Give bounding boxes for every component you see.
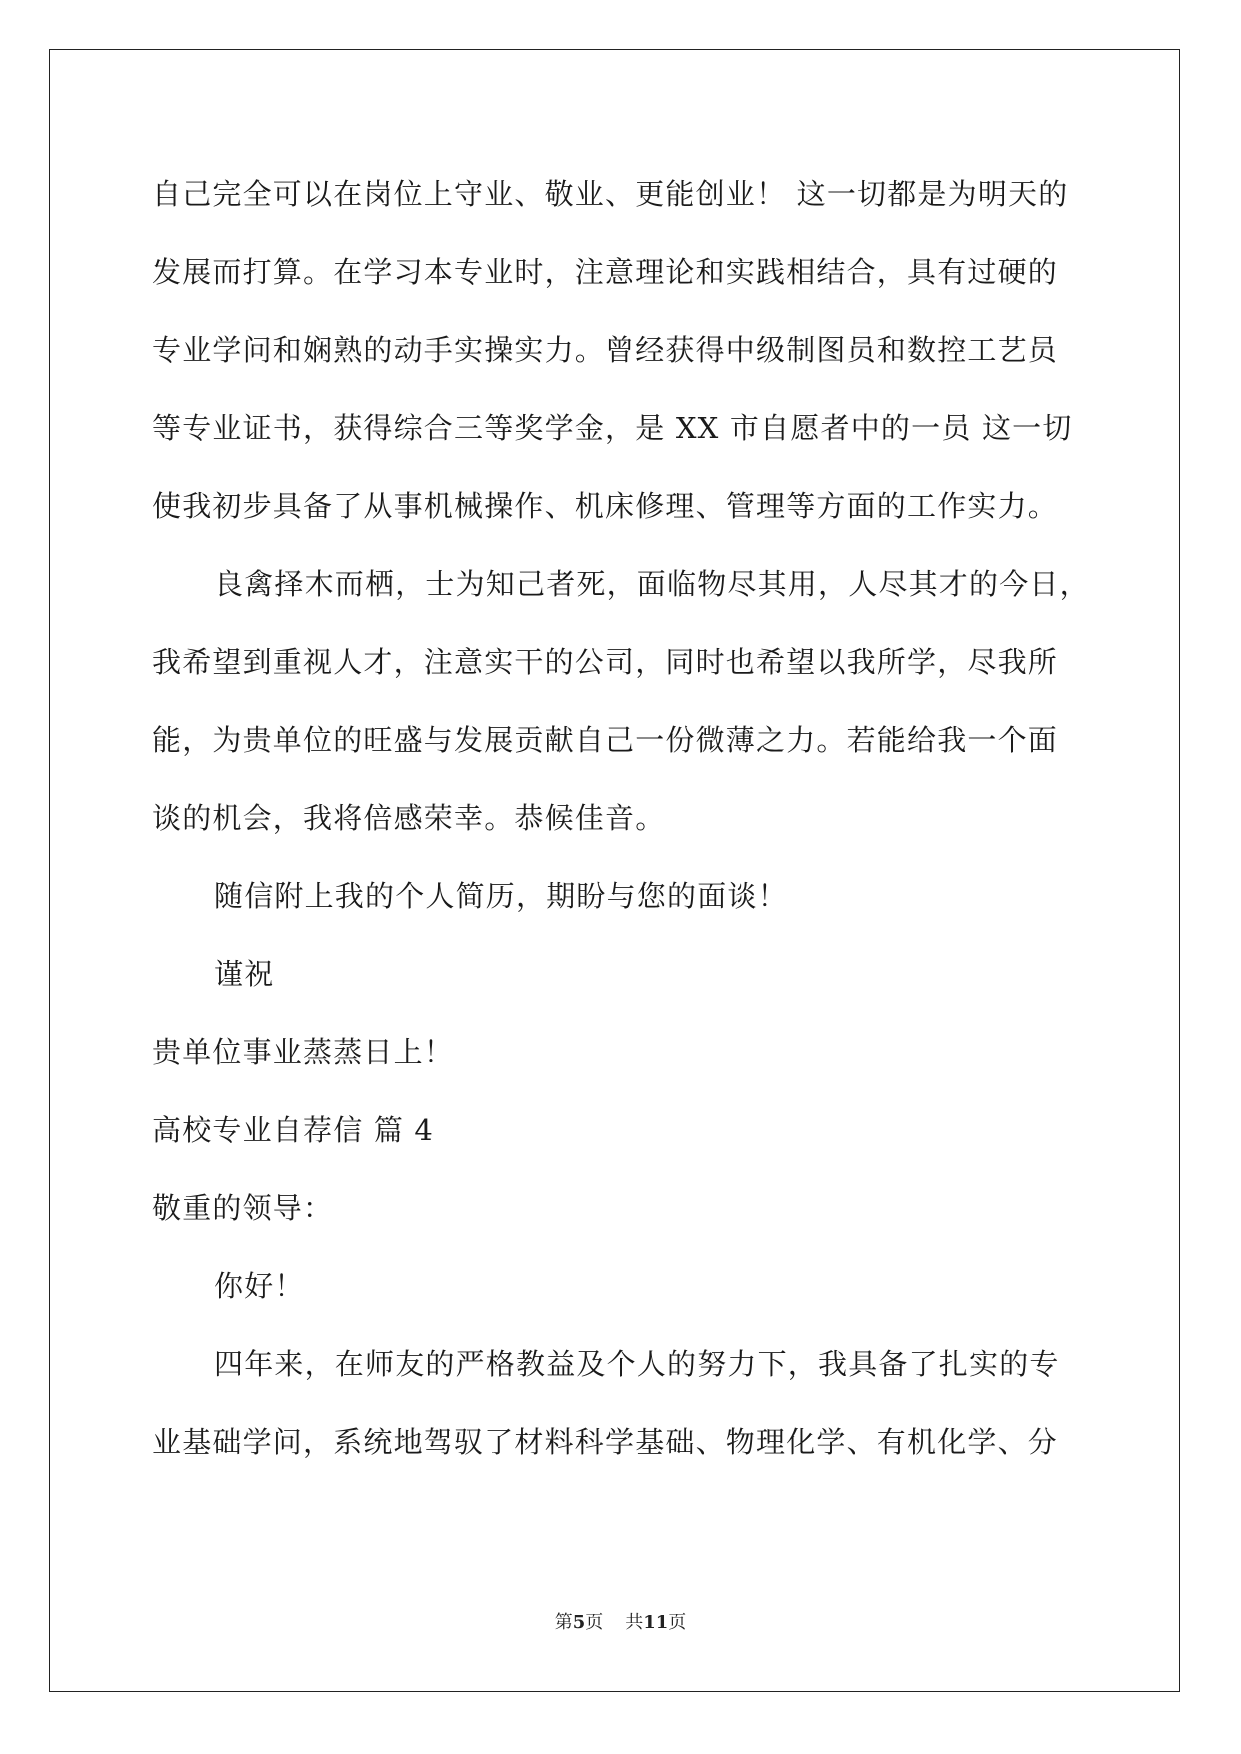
total-prefix: 共 [625, 1612, 644, 1633]
page-prefix: 第 [554, 1612, 573, 1633]
paragraph-line: 能，为贵单位的旺盛与发展贡献自己一份微薄之力。若能给我一个面 [152, 723, 1059, 757]
paragraph-line: 业基础学问，系统地驾驭了材料科学基础、物理化学、有机化学、分 [152, 1425, 1059, 1459]
closing-wish: 贵单位事业蒸蒸日上！ [152, 1035, 455, 1069]
section-heading: 高校专业自荐信 篇 4 [152, 1113, 435, 1147]
paragraph-line: 我希望到重视人才，注意实干的公司，同时也希望以我所学，尽我所 [152, 645, 1059, 679]
paragraph-line: 自己完全可以在岗位上守业、敬业、更能创业！ 这一切都是为明天的 [152, 177, 1069, 211]
page-footer [0, 1611, 1241, 1635]
letter-salutation: 敬重的领导： [152, 1191, 334, 1225]
paragraph-line: 随信附上我的个人简历，期盼与您的面谈！ [214, 879, 788, 913]
document-body [152, 155, 1092, 1481]
paragraph-line: 使我初步具备了从事机械操作、机床修理、管理等方面的工作实力。 [152, 489, 1059, 523]
paragraph-line: 发展而打算。在学习本专业时，注意理论和实践相结合，具有过硬的 [152, 255, 1059, 289]
paragraph-line: 良禽择木而栖，士为知己者死，面临物尽其用，人尽其才的今日， [214, 567, 1090, 601]
page-number: 5 [572, 1612, 586, 1633]
paragraph-line: 专业学问和娴熟的动手实操实力。曾经获得中级制图员和数控工艺员 [152, 333, 1059, 367]
page-suffix: 页 [585, 1612, 604, 1633]
closing-salutation: 谨祝 [214, 957, 275, 991]
greeting-line: 你好！ [214, 1269, 305, 1303]
paragraph-line: 四年来，在师友的严格教益及个人的努力下，我具备了扎实的专 [214, 1347, 1060, 1381]
paragraph-line: 等专业证书，获得综合三等奖学金，是 XX 市自愿者中的一员 这一切 [152, 411, 1073, 445]
total-pages: 11 [643, 1612, 669, 1633]
total-suffix: 页 [668, 1612, 687, 1633]
paragraph-line: 谈的机会，我将倍感荣幸。恭候佳音。 [152, 801, 666, 835]
